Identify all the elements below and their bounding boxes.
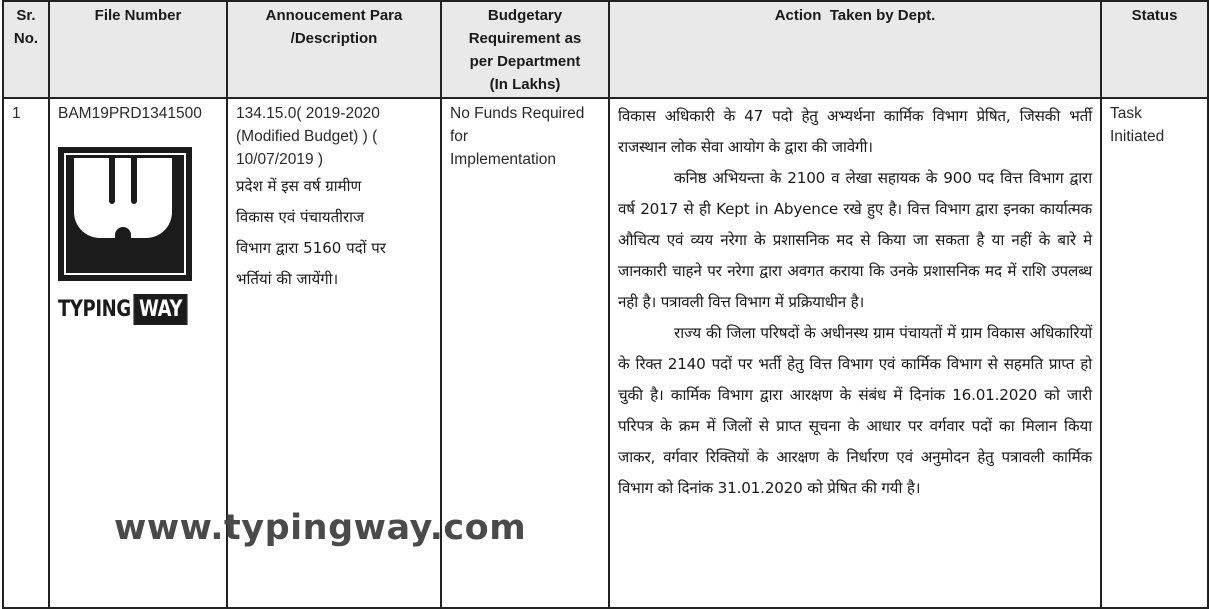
watermark-url: www.typingway.com	[114, 508, 527, 548]
announcement-desc-line: विकास एवं पंचायतीराज	[236, 208, 365, 226]
typingway-w-logo-icon	[58, 147, 192, 281]
budget-line: for	[450, 128, 469, 145]
header-budget-line: per Department	[469, 53, 581, 70]
announcement-ref-line: 10/07/2019 )	[236, 151, 324, 168]
budget-line: Implementation	[450, 151, 556, 168]
announcement-reference	[228, 99, 440, 171]
logo-text-way: WAY	[134, 295, 187, 324]
sr-no-value: 1	[12, 105, 21, 122]
announcement-desc-line: विभाग द्वारा 5160 पदों पर	[236, 239, 386, 257]
announcement-desc-line: प्रदेश में इस वर्ष ग्रामीण	[236, 177, 362, 195]
cell-status	[1101, 98, 1208, 608]
announcement-ref-line: 134.15.0( 2019-2020	[236, 105, 380, 122]
header-budgetary-requirement	[441, 1, 609, 98]
header-sr-line: No.	[13, 30, 39, 47]
file-number-value: BAM19PRD1341500	[58, 105, 202, 122]
header-row	[3, 1, 1208, 98]
header-budget-line: Budgetary	[487, 7, 563, 24]
cell-sr-no	[3, 98, 49, 608]
announcement-desc-line: भर्तियां की जायेंगी।	[236, 270, 339, 288]
action-paragraph: कनिष्ठ अभियन्ता के 2100 व लेखा सहायक के 900 पद वित्त विभाग द्वारा वर्ष 2017 से ही Kept in Abyence रखे हुए है। वित्त विभाग द्वारा इनका कार्यात्मक औचित्य एवं व्यय नरेगा के प्रशासनिक मद से किया जा सकता है या नहीं के बारे मे जानकारी चाहने पर नरेगा द्वारा अवगत कराया कि उनके प्रशासनिक मद में राशि उपलब्ध नही है। पत्रावली वित्त विभाग में प्रक्रियाधीन है।	[618, 169, 1092, 311]
header-status	[1101, 1, 1208, 98]
header-action-taken	[609, 1, 1101, 98]
header-sr-line: Sr.	[16, 7, 36, 24]
header-para-line: /Description	[290, 30, 378, 47]
status-value	[1102, 99, 1207, 148]
budget-line: No Funds Required	[450, 105, 585, 122]
cell-action-taken	[609, 98, 1101, 608]
header-action-line: Action Taken by Dept.	[774, 7, 936, 24]
header-status-line: Status	[1131, 7, 1178, 24]
status-line: Initiated	[1110, 128, 1165, 145]
announcement-ref-line: (Modified Budget) ) (	[236, 128, 378, 145]
header-sr-no	[3, 1, 49, 98]
header-para-line: Annoucement Para	[265, 7, 403, 24]
logo-wordmark	[58, 295, 183, 324]
action-paragraph: राज्य की जिला परिषदों के अधीनस्थ ग्राम पंचायतों में ग्राम विकास अधिकारियों के रिक्त 2140 पदों पर भर्ती हेतु वित्त विभाग एवं कार्मिक विभाग से सहमति प्राप्त हो चुकी है। कार्मिक विभाग द्वारा आरक्षण के संबंध में दिनांक 16.01.2020 को जारी परिपत्र के क्रम में जिलों से प्राप्त सूचना के आधार पर वर्गवार पदों का मिलान किया जाकर, वर्गवार रिक्तियों के आरक्षण के निर्धारण एवं अनुमोदन हेतु पत्रावली कार्मिक विभाग को दिनांक 31.01.2020 को प्रेषित की गयी है।	[618, 324, 1092, 497]
header-announcement-para	[227, 1, 441, 98]
header-file-number	[49, 1, 227, 98]
action-paragraph: विकास अधिकारी के 47 पदो हेतु अभ्यर्थना कार्मिक विभाग प्रेषित, जिसकी भर्ती राजस्थान लोक सेवा आयोग के द्वारा की जावेगी।	[618, 107, 1092, 156]
logo-text-typing: TYPING	[58, 297, 131, 322]
typingway-logo	[58, 147, 192, 324]
budget-requirement-value	[442, 99, 608, 171]
announcement-description	[228, 171, 440, 295]
header-budget-line: Requirement as	[468, 30, 582, 47]
status-line: Task	[1110, 105, 1142, 122]
header-file-line: File Number	[94, 7, 182, 24]
action-taken-text	[610, 99, 1100, 504]
header-budget-line: (In Lakhs)	[489, 76, 561, 93]
